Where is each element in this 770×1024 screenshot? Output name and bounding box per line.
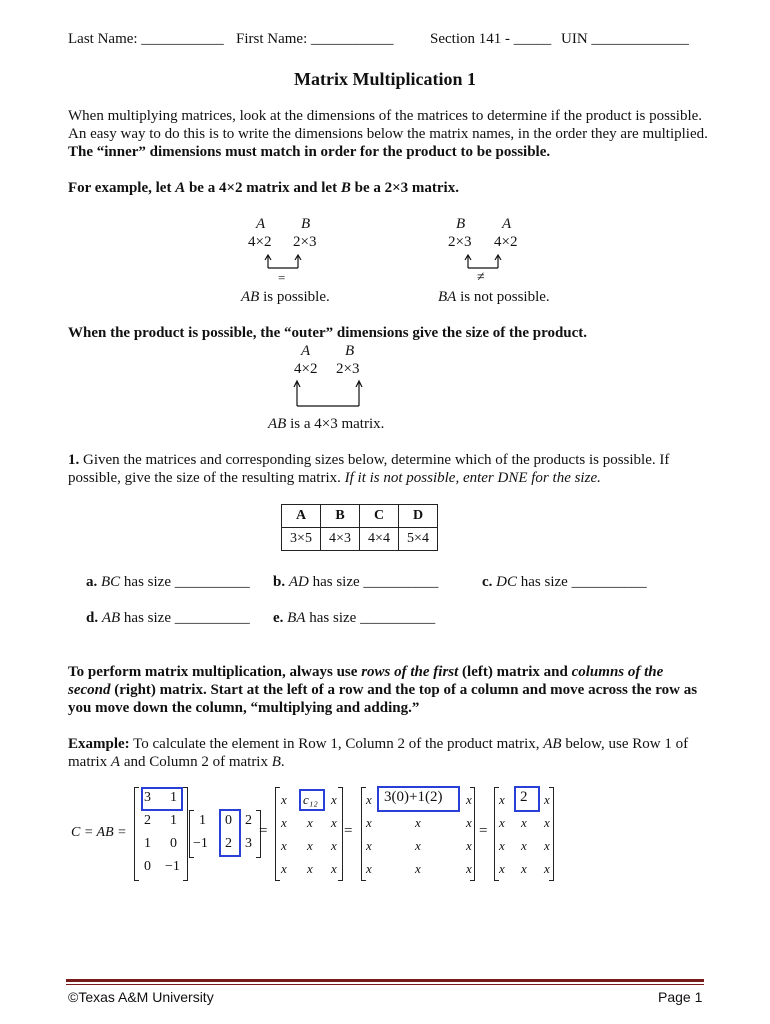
part-a [86,574,250,591]
diagram-ba-caption-var: BA [438,289,457,305]
part-text: has size __________ [305,610,436,626]
matrix-d-cell: x [466,861,472,876]
diagram-outer-arrow-icon [292,378,366,410]
diagram-outer-caption [268,416,384,433]
diagram-ba-caption [438,289,550,306]
expression-highlight [377,786,460,812]
matrix-d-cell: x [366,815,372,830]
table-header: C [360,505,399,528]
example-heading-var-a: A [175,180,186,196]
part-text: has size __________ [517,574,647,590]
footer-page-number: Page 1 [658,989,703,1005]
part-d [86,610,250,627]
equation-lhs: C = AB = [71,825,127,840]
matrix-c-cell: x [307,815,313,830]
example-text: . [280,754,285,770]
perform-emphasis: rows of the first [361,664,459,680]
matrix-c-cell: x [281,792,287,807]
matrix-b-cell: 3 [245,836,252,851]
diagram-ab-caption [241,289,330,306]
example-text: below, use Row 1 of matrix [68,736,689,770]
example-heading [68,180,459,197]
uin-field: UIN _____________ [561,31,689,47]
matrix-c-cell: x [281,838,287,853]
matrix-d-cell: x [415,861,421,876]
diagram-outer-right-dim: 2×3 [336,361,360,377]
matrix-e-cell: x [544,792,550,807]
perform-text: (right) matrix. Start at the left of a row and the top of a column and move across the row as you move down the column, “multiplying and adding.” [68,682,698,716]
table-header: D [399,505,438,528]
matrix-a-cell: 0 [170,836,177,851]
perform-paragraph [68,663,708,717]
perform-text: To perform matrix multiplication, always use [68,664,362,680]
example-var: B [271,754,281,770]
part-label: d. [86,610,99,626]
table-header: B [321,505,360,528]
matrix-c-cell: x [331,838,337,853]
question-text: Given the matrices and corresponding sizes below, determine which of the products is possible. If possible, give the size of the resulting matrix. [68,452,670,486]
example-heading-text: For example, let [68,180,176,196]
diagram-ab-caption-text: is possible. [259,289,330,305]
result-value: 2 [520,789,528,805]
matrix-b-cell: 0 [225,813,232,828]
intro-rule: The “inner” dimensions must match in order for the product to be possible. [68,144,551,160]
table-header: A [282,505,321,528]
matrix-c-cell: x [331,792,337,807]
question-instruction: If it is not possible, enter DNE for the size. [344,470,601,486]
column-2-highlight [219,809,241,857]
matrix-e-cell: x [499,815,505,830]
diagram-outer-caption-var: AB [268,416,287,432]
diagram-ba-caption-text: is not possible. [456,289,550,305]
example-heading-text: be a 4×2 matrix and let [185,180,341,196]
matrix-c-cell: x [281,861,287,876]
diagram-ab-right-name: B [301,216,311,232]
matrix-e-cell: x [521,861,527,876]
matrix-a-cell: 2 [144,813,151,828]
question-1 [68,451,708,487]
matrix-a-right-bracket [183,787,188,881]
matrix-a-cell: 1 [170,813,177,828]
page-title: Matrix Multiplication 1 [294,69,476,89]
matrix-c-cell: x [281,815,287,830]
matrix-a-cell: 3 [144,790,151,805]
part-var: AD [288,574,309,590]
matrix-e-cell: x [544,838,550,853]
table-cell: 4×3 [321,528,360,551]
part-label: c. [482,574,493,590]
diagram-ab-right-dim: 2×3 [293,234,317,250]
table-cell: 4×4 [360,528,399,551]
part-var: BA [287,610,306,626]
matrix-c-cell: x [307,861,313,876]
intro-text: When multiplying matrices, look at the dimensions of the matrices to determine if the product is possible. An easy way to do this is to write the dimensions below the matrix names, in the order they are multiplied. [68,108,708,142]
footer-copyright: ©Texas A&M University [68,989,214,1005]
perform-emphasis: columns of the second [68,664,664,698]
matrix-e-cell: x [544,861,550,876]
part-label: a. [86,574,98,590]
diagram-outer-right-name: B [345,343,355,359]
matrix-d-cell: x [415,815,421,830]
matrix-c-cell: x [307,838,313,853]
matrix-a-cell: 1 [170,790,177,805]
row-1-highlight [141,787,183,811]
diagram-ab-relation: = [278,270,286,285]
diagram-ba-relation: ≠ [477,270,485,285]
part-var: AB [101,610,121,626]
last-name-field: Last Name: ___________ [68,31,224,47]
diagram-ba-left-dim: 2×3 [448,234,472,250]
example-paragraph [68,735,708,771]
example-var: AB [543,736,562,752]
matrix-c-cell: c₁₂ [303,792,318,807]
example-var: A [110,754,121,770]
matrix-b-cell: −1 [193,836,208,851]
outer-heading: When the product is possible, the “outer” dimensions give the size of the product. [68,325,588,341]
diagram-outer-caption-text: is a 4×3 matrix. [286,416,385,432]
result-highlight [514,786,540,812]
matrix-a-cell: 1 [144,836,151,851]
diagram-ba-left-name: B [456,216,466,232]
part-label: e. [273,610,284,626]
example-heading-text: be a 2×3 matrix. [350,180,459,196]
table-cell: 5×4 [399,528,438,551]
matrix-d-cell: x [466,792,472,807]
matrix-c-cell: x [331,861,337,876]
matrix-b-cell: 2 [245,813,252,828]
matrix-d-cell: x [366,838,372,853]
diagram-ab-left-dim: 4×2 [248,234,272,250]
part-label: b. [273,574,286,590]
diagram-outer-left-dim: 4×2 [294,361,318,377]
diagram-ba-right-dim: 4×2 [494,234,518,250]
diagram-outer-left-name: A [301,343,311,359]
equals-sign: = [259,823,268,839]
size-table [281,504,438,551]
matrix-a-left-bracket [134,787,139,881]
matrix-e-cell: x [499,861,505,876]
part-b [273,574,438,591]
part-c [482,574,647,591]
diagram-ba-inner-arrow-icon [462,252,504,272]
matrix-a-cell: 0 [144,859,151,874]
matrix-b-cell: 2 [225,836,232,851]
matrix-a-cell: −1 [165,859,180,874]
part-var: BC [101,574,121,590]
equals-sign: = [479,823,488,839]
matrix-c-right-bracket [338,787,343,881]
matrix-d-cell: x [415,838,421,853]
matrix-d-cell: x [466,838,472,853]
example-text: and Column 2 of matrix [120,754,272,770]
footer-rule [66,979,704,982]
matrix-c-left-bracket [275,787,280,881]
diagram-ab-caption-var: AB [241,289,260,305]
example-heading-var-b: B [340,180,351,196]
footer-rule [66,984,704,985]
c12-highlight [299,789,325,811]
matrix-e-cell: x [521,838,527,853]
part-text: has size __________ [120,610,250,626]
matrix-e-cell: x [499,838,505,853]
part-var: DC [496,574,518,590]
matrix-b-cell: 1 [199,813,206,828]
question-number: 1. [68,452,80,468]
matrix-e-cell: x [499,792,505,807]
first-name-field: First Name: ___________ [236,31,394,47]
intro-paragraph [68,107,708,161]
equals-sign: = [344,823,353,839]
matrix-d-cell: x [366,792,372,807]
perform-text: (left) matrix and [458,664,572,680]
diagram-ba-right-name: A [502,216,512,232]
example-label: Example: [68,736,130,752]
example-text: To calculate the element in Row 1, Column 2 of the product matrix, [129,736,544,752]
matrix-c-cell: x [331,815,337,830]
section-field: Section 141 - _____ [430,31,552,47]
matrix-e-cell: x [521,815,527,830]
matrix-d-cell: x [366,861,372,876]
table-cell: 3×5 [282,528,321,551]
part-text: has size __________ [308,574,439,590]
diagram-ab-inner-arrow-icon [262,252,304,272]
part-e [273,610,435,627]
diagram-ab-left-name: A [256,216,266,232]
product-expression: 3(0)+1(2) [384,789,443,805]
matrix-d-cell: x [466,815,472,830]
part-text: has size __________ [120,574,250,590]
matrix-e-cell: x [544,815,550,830]
